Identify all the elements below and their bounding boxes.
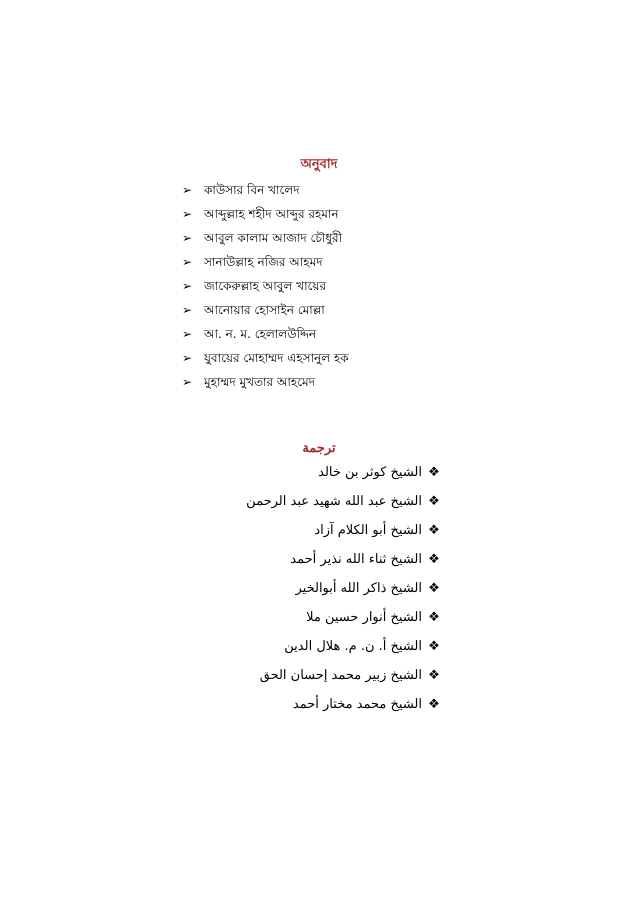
bengali-translator-list: [182, 178, 482, 394]
list-item: [182, 226, 482, 250]
translator-name: الشيخ ذاكر الله أبوالخير: [295, 581, 422, 596]
list-item: [182, 250, 482, 274]
diamond-bullet-icon: ❖: [428, 697, 440, 712]
list-item: [146, 458, 446, 487]
translator-name: জাকেরুল্লাহ আবুল খায়ের: [204, 279, 327, 293]
list-item: [146, 487, 446, 516]
translator-name: আ. ন. ম. হেলালউদ্দিন: [204, 327, 317, 341]
translator-name: الشيخ أنوار حسين ملا: [306, 610, 422, 625]
arrow-bullet-icon: ➢: [182, 303, 193, 317]
translator-name: الشيخ أبو الكلام آزاد: [314, 523, 422, 538]
list-item: [182, 370, 482, 394]
arrow-bullet-icon: ➢: [182, 231, 193, 245]
arabic-section-heading: ترجمة: [302, 441, 336, 456]
diamond-bullet-icon: ❖: [428, 465, 440, 480]
translator-name: যুবায়ের মোহাম্মদ এহসানুল হক: [204, 351, 349, 365]
translator-name: الشيخ ثناء الله نذير أحمد: [290, 552, 422, 567]
list-item: [146, 603, 446, 632]
diamond-bullet-icon: ❖: [428, 668, 440, 683]
arrow-bullet-icon: ➢: [182, 351, 193, 365]
arrow-bullet-icon: ➢: [182, 207, 193, 221]
list-item: [146, 632, 446, 661]
list-item: [146, 516, 446, 545]
arrow-bullet-icon: ➢: [182, 183, 193, 197]
list-item: [146, 690, 446, 719]
diamond-bullet-icon: ❖: [428, 639, 440, 654]
translator-name: الشيخ زبير محمد إحسان الحق: [259, 668, 422, 683]
diamond-bullet-icon: ❖: [428, 552, 440, 567]
translator-name: আনোয়ার হোসাইন মোল্লা: [204, 303, 325, 317]
list-item: [182, 322, 482, 346]
translator-name: الشيخ كوثر بن خالد: [318, 465, 422, 480]
arrow-bullet-icon: ➢: [182, 255, 193, 269]
translator-name: আবুল কালাম আজাদ চৌধুরী: [204, 231, 343, 245]
list-item: [146, 661, 446, 690]
arabic-translator-list: [146, 458, 446, 719]
bengali-section-heading: অনুবাদ: [300, 157, 338, 172]
arrow-bullet-icon: ➢: [182, 327, 193, 341]
list-item: [146, 574, 446, 603]
arrow-bullet-icon: ➢: [182, 279, 193, 293]
diamond-bullet-icon: ❖: [428, 523, 440, 538]
translator-name: الشيخ أ. ن. م. هلال الدين: [284, 639, 422, 654]
translator-name: কাউসার বিন খালেদ: [204, 183, 300, 197]
diamond-bullet-icon: ❖: [428, 581, 440, 596]
list-item: [182, 202, 482, 226]
translator-name: মুহাম্মদ মুখতার আহমেদ: [204, 375, 316, 389]
arrow-bullet-icon: ➢: [182, 375, 193, 389]
translator-name: সানাউল্লাহ নজির আহমদ: [204, 255, 323, 269]
list-item: [146, 545, 446, 574]
translator-name: আব্দুল্লাহ শহীদ আব্দুর রহমান: [204, 207, 339, 221]
list-item: [182, 274, 482, 298]
diamond-bullet-icon: ❖: [428, 494, 440, 509]
list-item: [182, 346, 482, 370]
translator-name: الشيخ عبد الله شهيد عبد الرحمن: [246, 494, 422, 509]
list-item: [182, 178, 482, 202]
diamond-bullet-icon: ❖: [428, 610, 440, 625]
translator-name: الشيخ محمد مختار أحمد: [292, 697, 422, 712]
list-item: [182, 298, 482, 322]
